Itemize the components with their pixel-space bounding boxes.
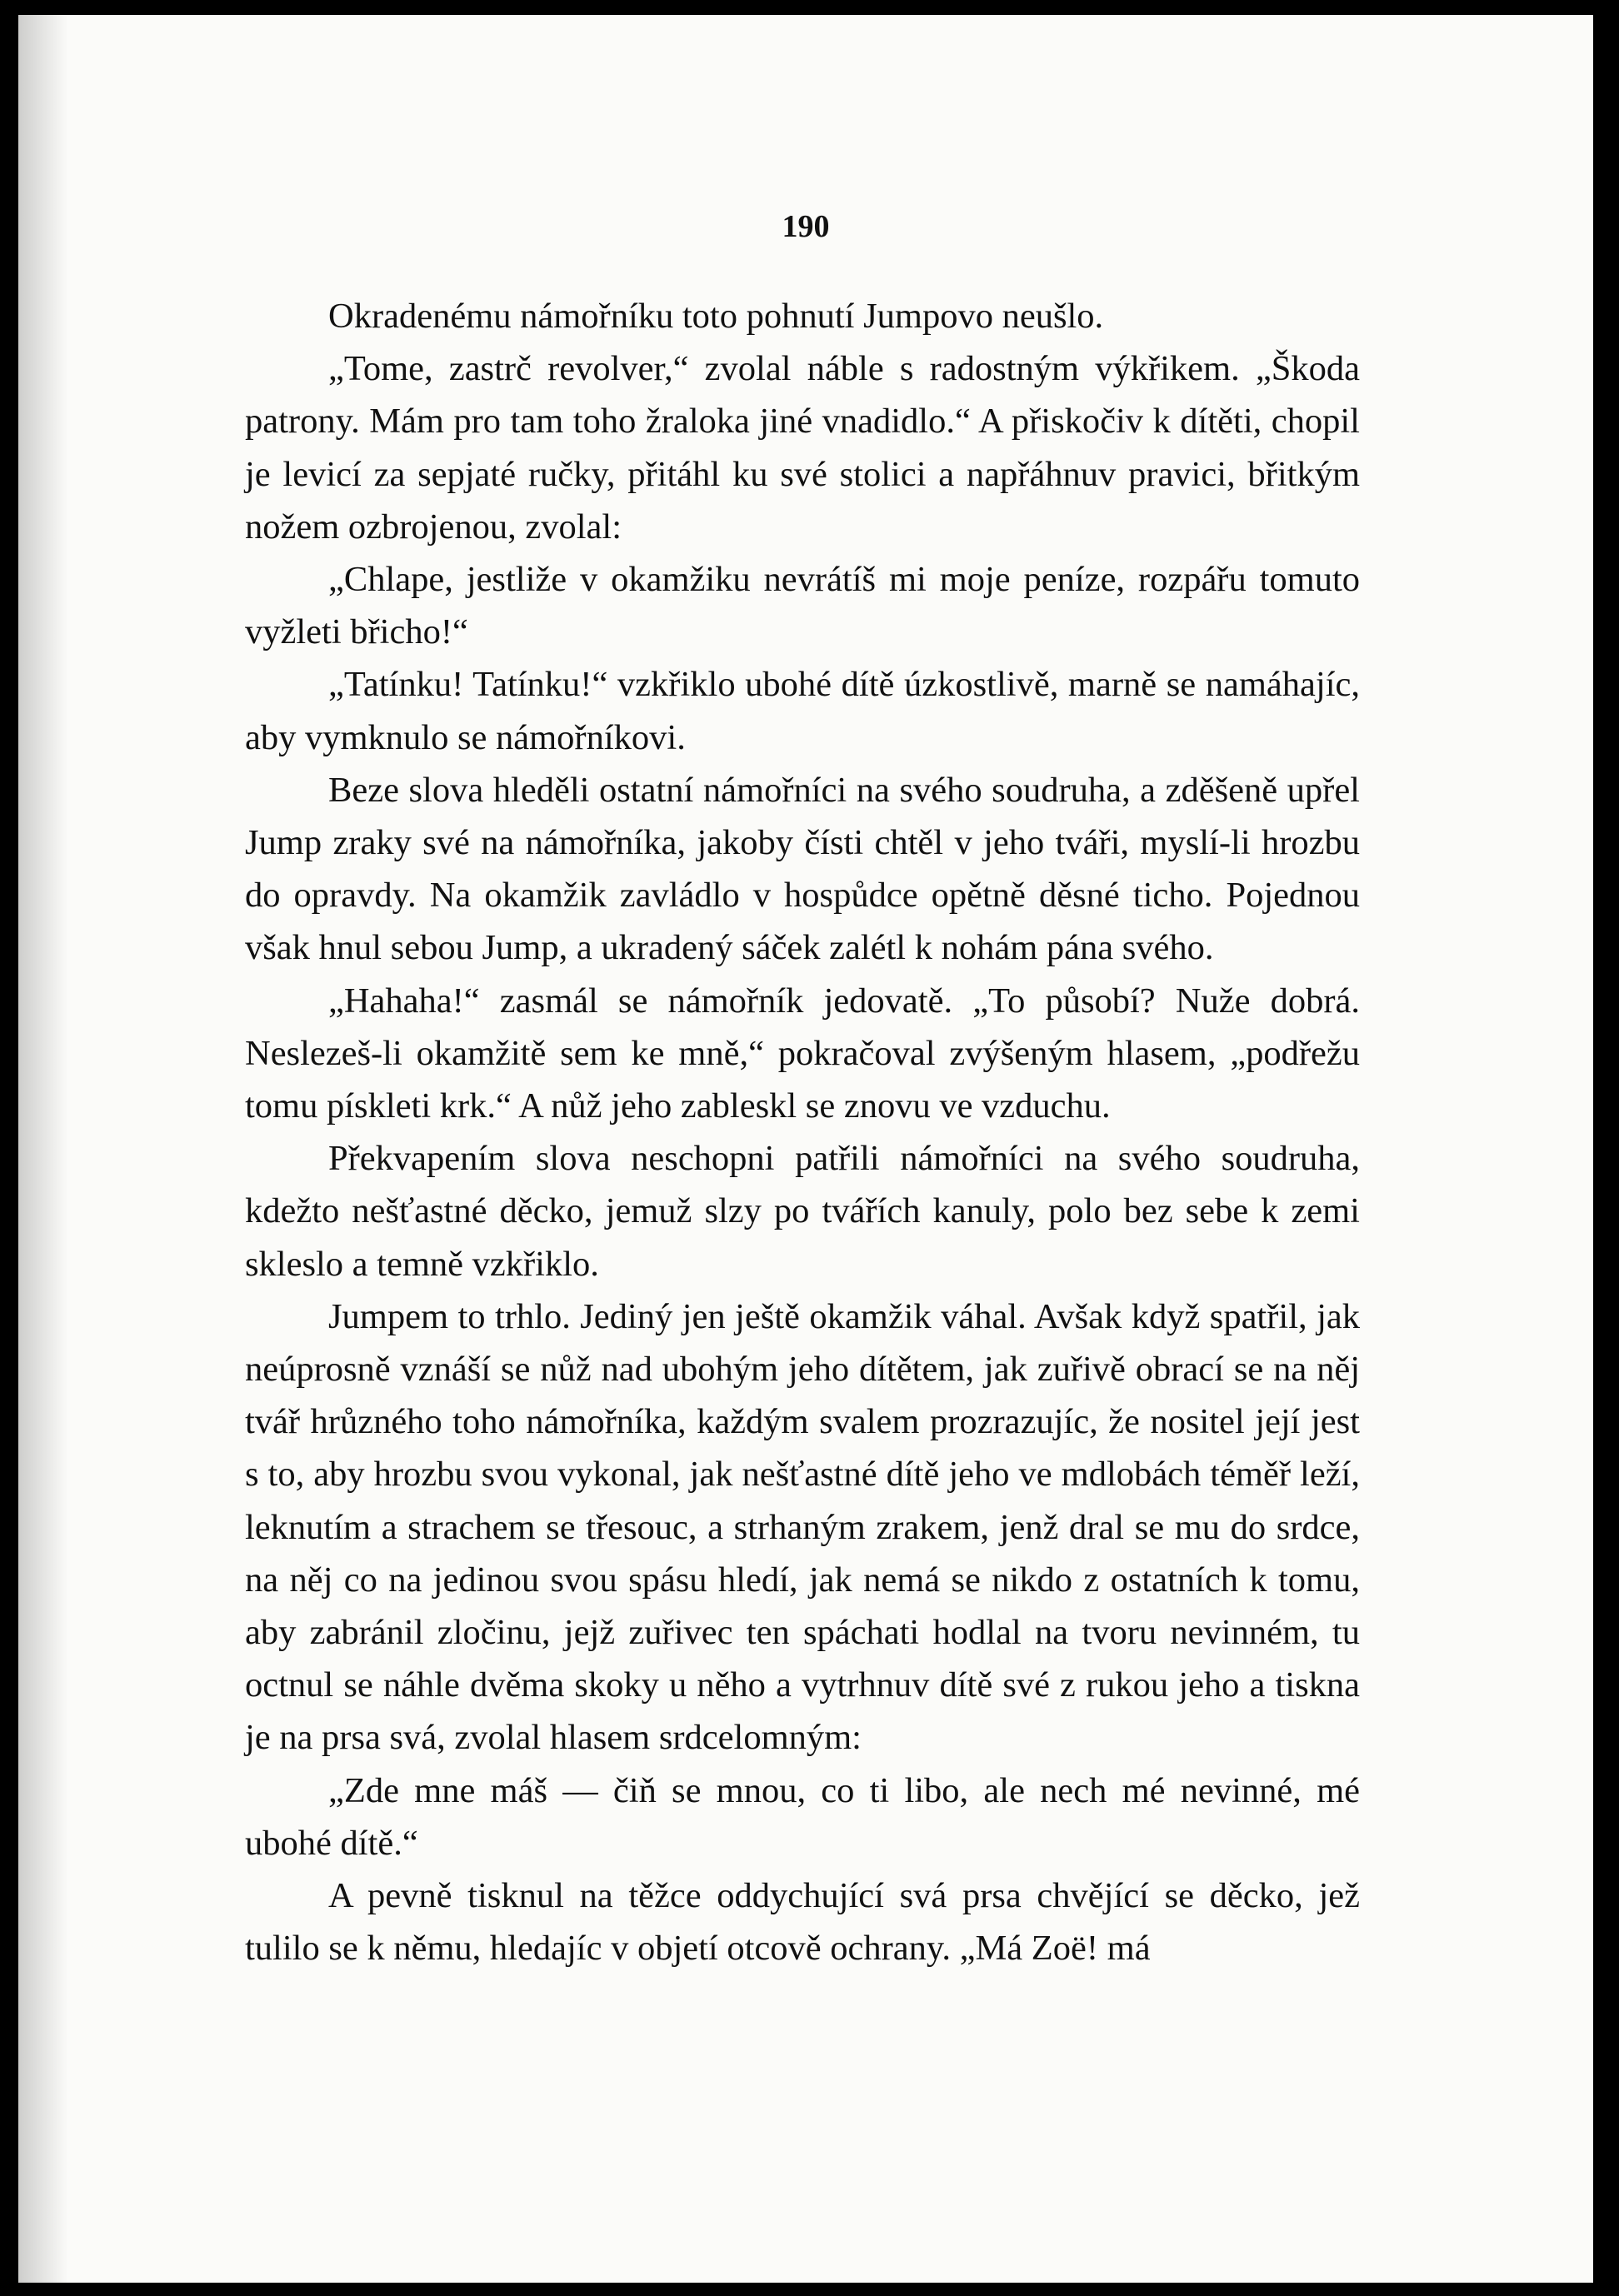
paragraph: Okradenému námořníku toto pohnutí Jumpovo neušlo.: [328, 297, 1104, 336]
page-number: 190: [782, 209, 830, 244]
paragraph: „Tatínku! Tatínku!“ vzkřiklo ubohé dítě úzkostlivě, marně se namáhajíc, aby vymknulo se námořníkovi.: [245, 665, 1360, 757]
paragraph: Jumpem to trhlo. Jediný jen ještě okamžik váhal. Avšak když spatřil, jak neúprosně vznáší se nůž nad ubohým jeho dítětem, jak zuřivě obrací se na něj tvář hrůzného toho námořníka, každým svalem prozrazujíc, že nositel její jest s to, aby hrozbu svou vykonal, jak nešťastné dítě jeho ve mdlobách téměř leží, leknutím a strachem se třesouc, a strhaným zrakem, jenž dral se mu do srdce, na něj co na jedinou svou spásu hledí, jak nemá se nikdo z ostatních k tomu, aby zabránil zločinu, jejž zuřivec ten spáchati hodlal na tvoru nevinném, tu octnul se náhle dvěma skoky u něho a vytrhnuv dítě své z rukou jeho a tiskna je na prsa svá, zvolal hlasem srdcelomným:: [245, 1296, 1360, 1758]
paragraph: „Zde mne máš — čiň se mnou, co ti libo, ale nech mé nevinné, mé ubohé dítě.“: [245, 1770, 1360, 1863]
spine-shadow: [18, 15, 68, 2283]
paragraph: „Chlape, jestliže v okamžiku nevrátíš mi moje peníze, rozpářu tomuto vyžleti břicho!“: [245, 560, 1360, 652]
paragraph: „Tome, zastrč revolver,“ zvolal náble s radostným výkřikem. „Škoda patrony. Mám pro tam toho žraloka jiné vnadidlo.“ A přiskočiv k dítěti, chopil je levicí za sepjaté ručky, přitáhl ku své stolici a napřáhnuv pravici, břitkým nožem ozbrojenou, zvolal:: [245, 349, 1360, 547]
paragraph: Beze slova hleděli ostatní námořníci na svého soudruha, a zděšeně upřel Jump zraky své na námořníka, jakoby čísti chtěl v jeho tváři, myslí-li hrozbu do opravdy. Na okamžik zavládlo v hospůdce opětně děsné ticho. Pojednou však hnul sebou Jump, a ukradený sáček zalétl k nohám pána svého.: [245, 770, 1360, 968]
paragraph: Překvapením slova neschopni patřili námořníci na svého soudruha, kdežto nešťastné děcko, jemuž slzy po tvářích kanuly, polo bez sebe k zemi skleslo a temně vzkřiklo.: [245, 1139, 1360, 1284]
paragraph: A pevně tisknul na těžce oddychující svá prsa chvějící se děcko, jež tulilo se k němu, hledajíc v objetí otcově ochrany. „Má Zoë! má: [245, 1876, 1360, 1969]
body-text: [245, 290, 1360, 1975]
paragraph: „Hahaha!“ zasmál se námořník jedovatě. „To působí? Nuže dobrá. Neslezeš-li okamžitě sem ke mně,“ pokračoval zvýšeným hlasem, „podřežu tomu pískleti krk.“ A nůž jeho zableskl se znovu ve vzduchu.: [245, 981, 1360, 1126]
book-page: [18, 15, 1593, 2283]
